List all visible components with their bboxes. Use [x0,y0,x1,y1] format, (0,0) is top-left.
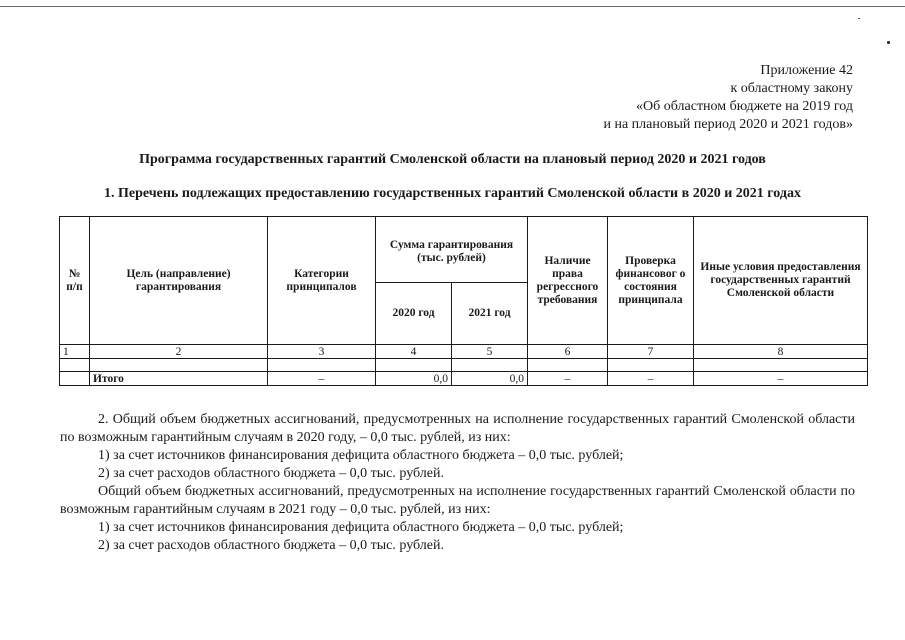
paragraph: Общий объем бюджетных ассигнований, предусмотренных на исполнение государственных гарантий Смоленской области по возможным гарантийным случаям в 2021 году – 0,0 тыс. рублей, из них: [60,484,855,517]
total-category: – [268,372,376,386]
guarantees-table [59,216,868,386]
paragraph: 2) за счет расходов областного бюджета – 0,0 тыс. рублей. [98,538,444,553]
paragraph: 2) за счет расходов областного бюджета – 0,0 тыс. рублей. [98,466,444,481]
appendix-line: к областному закону [730,81,853,96]
column-number-row [60,345,868,359]
column-number: 5 [452,345,528,359]
table-row-empty [60,359,868,372]
header-regress: Наличие права регрессного требования [528,217,608,345]
total-regress: – [528,372,608,386]
header-purpose: Цель (направление) гарантирования [90,217,268,345]
scan-speck [858,18,860,19]
column-number: 1 [60,345,90,359]
appendix-line: «Об областном бюджете на 2019 год [636,99,853,114]
header-year-2021: 2021 год [452,283,528,345]
header-sum: Сумма гарантирования (тыс. рублей) [376,217,528,283]
column-number: 7 [608,345,694,359]
column-number: 2 [90,345,268,359]
header-check: Проверка финансовог о состояния принципала [608,217,694,345]
appendix-line: и на плановый период 2020 и 2021 годов» [603,117,853,132]
scan-edge-line [0,6,905,7]
program-title: Программа государственных гарантий Смоленской области на плановый период 2020 и 2021 годов [139,152,766,167]
total-2021: 0,0 [452,372,528,386]
column-number: 3 [268,345,376,359]
table-row-total [60,372,868,386]
total-check: – [608,372,694,386]
column-number: 6 [528,345,608,359]
header-category: Категории принципалов [268,217,376,345]
body-text [60,411,855,555]
header-num: № п/п [60,217,90,345]
paragraph: 1) за счет источников финансирования дефицита областного бюджета – 0,0 тыс. рублей; [98,520,624,535]
paragraph: 1) за счет источников финансирования дефицита областного бюджета – 0,0 тыс. рублей; [98,448,624,463]
table-header-row [60,217,868,283]
total-num-cell [60,372,90,386]
total-2020: 0,0 [376,372,452,386]
appendix-line: Приложение 42 [760,63,853,78]
total-label: Итого [90,372,268,386]
header-year-2020: 2020 год [376,283,452,345]
scan-speck [887,41,890,44]
section-title: 1. Перечень подлежащих предоставлению государственных гарантий Смоленской области в 2020 и 2021 годах [104,186,801,201]
column-number: 4 [376,345,452,359]
total-other: – [694,372,868,386]
header-other: Иные условия предоставления государственных гарантий Смоленской области [694,217,868,345]
paragraph: 2. Общий объем бюджетных ассигнований, предусмотренных на исполнение государственных гарантий Смоленской области по возможным гарантийным случаям в 2020 году, – 0,0 тыс. рублей, из них: [60,412,855,445]
appendix-header [453,62,853,134]
column-number: 8 [694,345,868,359]
